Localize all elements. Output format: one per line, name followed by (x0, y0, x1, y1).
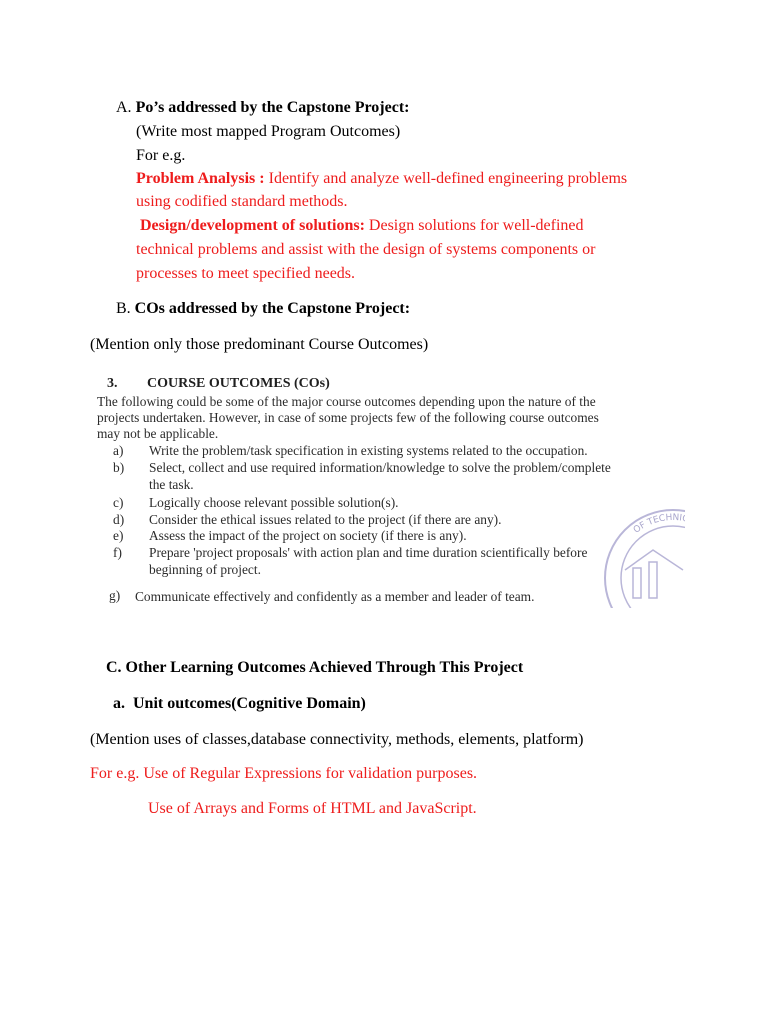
scan-item-letter: f) (113, 545, 122, 560)
scanned-course-outcomes (95, 368, 690, 613)
section-a-eg: For e.g. (136, 147, 186, 164)
section-b-title: COs addressed by the Capstone Project: (134, 300, 411, 317)
svg-text:OF TECHNIC: OF TECHNIC (631, 512, 690, 536)
scan-item-letter: e) (113, 528, 124, 543)
scan-item-text: Logically choose relevant possible solution(s). (149, 495, 399, 510)
scan-item-text: beginning of project. (149, 562, 261, 577)
institute-seal-stamp (593, 498, 690, 608)
unit-outcomes-example-1: For e.g. Use of Regular Expressions for validation purposes. (90, 765, 478, 782)
unit-outcomes-heading (113, 692, 366, 716)
po-design-development-title: Design/development of solutions: (140, 217, 365, 234)
unit-outcomes-title: Unit outcomes(Cognitive Domain) (133, 695, 366, 712)
po-design-development-text-3: processes to meet specified needs. (136, 265, 356, 282)
scan-item-letter: b) (113, 460, 125, 475)
unit-outcomes-marker: a. (113, 695, 125, 712)
section-c-heading: C. Other Learning Outcomes Achieved Through This Project (106, 659, 524, 676)
scan-intro-line: The following could be some of the major course outcomes depending upon the nature of the (97, 394, 596, 409)
scan-item-letter: d) (113, 512, 125, 527)
scan-item-text: Prepare 'project proposals' with action plan and time duration scientifically before (149, 545, 588, 560)
section-a-title: Po’s addressed by the Capstone Project: (135, 99, 410, 116)
scan-item-text: Consider the ethical issues related to the project (if there are any). (149, 512, 502, 527)
section-b-heading (116, 297, 410, 321)
section-a-instruction: (Write most mapped Program Outcomes) (136, 123, 401, 140)
unit-outcomes-example-2: Use of Arrays and Forms of HTML and JavaScript. (148, 800, 477, 817)
scan-item-text: Communicate effectively and confidently as a member and leader of team. (135, 589, 535, 604)
po-design-development-text: Design solutions for well-defined (364, 217, 584, 234)
po-design-development (140, 214, 584, 238)
po-problem-analysis-text: Identify and analyze well-defined engineering problems (264, 170, 628, 187)
scan-item-letter: c) (113, 495, 124, 510)
po-design-development-text-2: technical problems and assist with the design of systems components or (136, 241, 596, 258)
section-b-instruction: (Mention only those predominant Course Outcomes) (90, 336, 429, 353)
scan-intro-line: may not be applicable. (97, 426, 219, 441)
section-a-marker: A. (116, 99, 132, 116)
scan-item-text: Assess the impact of the project on society (if there is any). (149, 528, 467, 543)
unit-outcomes-instruction: (Mention uses of classes,database connectivity, methods, elements, platform) (90, 731, 584, 748)
section-a-heading (116, 96, 409, 120)
scan-intro-line: projects undertaken. However, in case of some projects few of the following course outcomes (97, 410, 599, 425)
scan-item-text: Select, collect and use required information/knowledge to solve the problem/complete (149, 460, 611, 475)
scan-item-text: Write the problem/task specification in existing systems related to the occupation. (149, 443, 588, 458)
po-problem-analysis-title: Problem Analysis : (136, 170, 265, 187)
po-problem-analysis-text-2: using codified standard methods. (136, 193, 348, 210)
po-problem-analysis (136, 167, 627, 191)
scan-heading: COURSE OUTCOMES (COs) (147, 376, 330, 391)
scan-number: 3. (107, 376, 118, 391)
scan-item-text: the task. (149, 477, 194, 492)
scan-item-letter: a) (113, 443, 124, 458)
section-b-marker: B. (116, 300, 131, 317)
scan-item-letter: g) (109, 588, 121, 603)
